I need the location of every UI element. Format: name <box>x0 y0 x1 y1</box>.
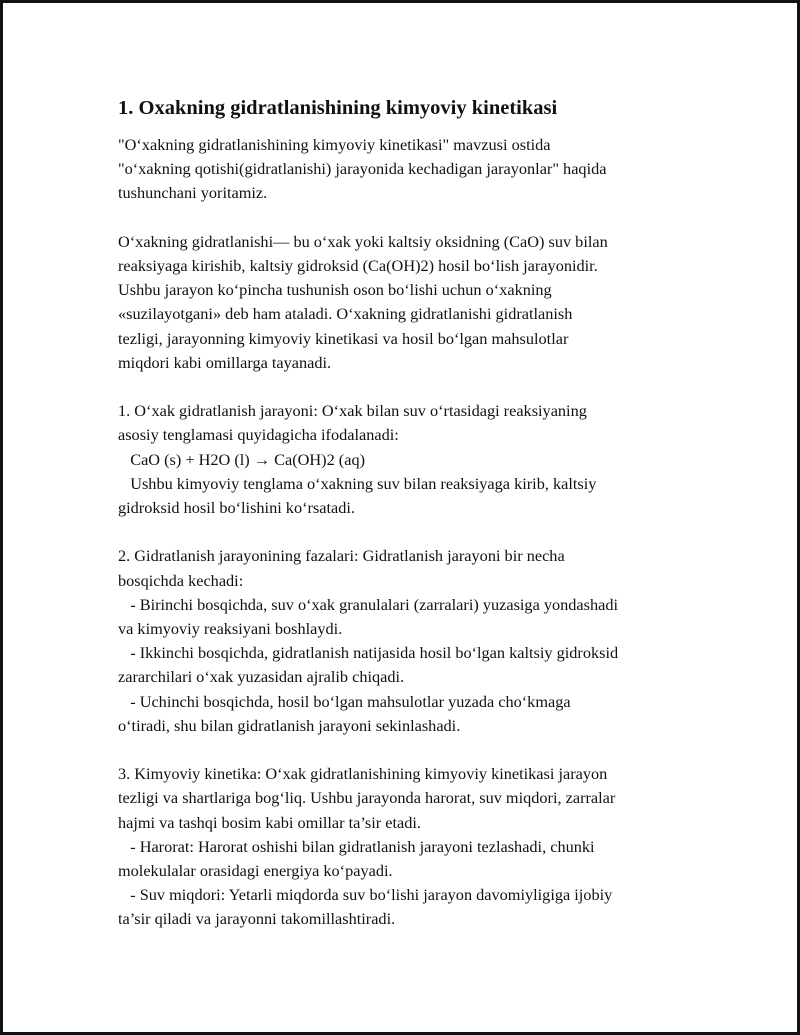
definition-paragraph <box>118 230 688 375</box>
text-line: miqdori kabi omillarga tayanadi. <box>118 352 332 372</box>
text-line: zararchilari o‘xak yuzasidan ajralib chiqadi. <box>118 667 405 687</box>
text-line: reaksiyaga kirishib, kaltsiy gidroksid (Ca(OH)2) hosil bo‘lish jarayonidir. <box>118 256 598 275</box>
chemical-equation: CaO (s) + H2O (l) → Ca(OH)2 (aq) <box>118 449 366 469</box>
chemical-kinetics-section <box>118 762 688 931</box>
text-line: ta’sir qiladi va jarayonni takomillashtiradi. <box>118 909 396 929</box>
text-line: 3. Kimyoviy kinetika: O‘xak gidratlanishining kimyoviy kinetikasi jarayon <box>118 764 608 784</box>
list-item-line: - Suv miqdori: Yetarli miqdorda suv bo‘lishi jarayon davomiyligiga ijobiy <box>118 885 613 905</box>
text-line: tezligi, jarayonning kimyoviy kinetikasi va hosil bo‘lgan mahsulotlar <box>118 328 569 348</box>
document-title: 1. Oxakning gidratlanishining kimyoviy kinetikasi <box>118 97 558 119</box>
list-item-line: - Birinchi bosqichda, suv o‘xak granulalari (zarralari) yuzasiga yondashadi <box>118 594 619 614</box>
text-line: tezligi va shartlariga bog‘liq. Ushbu jarayonda harorat, suv miqdori, zarralar <box>118 788 616 808</box>
text-line: «suzilayotgani» deb ham ataladi. O‘xakning gidratlanishi gidratlanish <box>118 304 573 324</box>
document-body <box>118 95 688 956</box>
text-line: 1. O‘xak gidratlanish jarayoni: O‘xak bilan suv o‘rtasidagi reaksiyaning <box>118 401 587 421</box>
list-item-line: - Ikkinchi bosqichda, gidratlanish natijasida hosil bo‘lgan kaltsiy gidroksid <box>118 643 619 663</box>
text-line: Ushbu jarayon ko‘pincha tushunish oson bo‘lishi uchun o‘xakning <box>118 280 552 300</box>
text-line: asosiy tenglamasi quyidagicha ifodalanadi: <box>118 425 399 445</box>
list-item-line: - Uchinchi bosqichda, hosil bo‘lgan mahsulotlar yuzada cho‘kmaga <box>118 691 571 711</box>
text-line: va kimyoviy reaksiyani boshlaydi. <box>118 619 343 639</box>
text-line: gidroksid hosil bo‘lishini ko‘rsatadi. <box>118 498 355 518</box>
text-line: o‘tiradi, shu bilan gidratlanish jarayoni sekinlashadi. <box>118 715 461 735</box>
text-line: O‘xakning gidratlanishi— bu o‘xak yoki kaltsiy oksidning (CaO) suv bilan <box>118 231 608 251</box>
text-line: 2. Gidratlanish jarayonining fazalari: Gidratlanish jarayoni bir necha <box>118 546 565 566</box>
hydration-phases-section <box>118 544 688 738</box>
hydration-process-section <box>118 399 688 520</box>
text-line: bosqichda kechadi: <box>118 570 244 590</box>
list-item-line: - Harorat: Harorat oshishi bilan gidratlanish jarayoni tezlashadi, chunki <box>118 836 595 856</box>
text-line: tushunchani yoritamiz. <box>118 183 268 203</box>
intro-paragraph <box>118 133 688 206</box>
text-line: "o‘xakning qotishi(gidratlanishi) jarayonida kechadigan jarayonlar" haqida <box>118 159 607 179</box>
text-line: "O‘xakning gidratlanishining kimyoviy kinetikasi" mavzusi ostida <box>118 135 551 154</box>
text-line: Ushbu kimyoviy tenglama o‘xakning suv bilan reaksiyaga kirib, kaltsiy <box>118 473 597 493</box>
text-line: hajmi va tashqi bosim kabi omillar ta’sir etadi. <box>118 812 421 832</box>
text-line: molekulalar orasidagi energiya ko‘payadi. <box>118 861 393 881</box>
